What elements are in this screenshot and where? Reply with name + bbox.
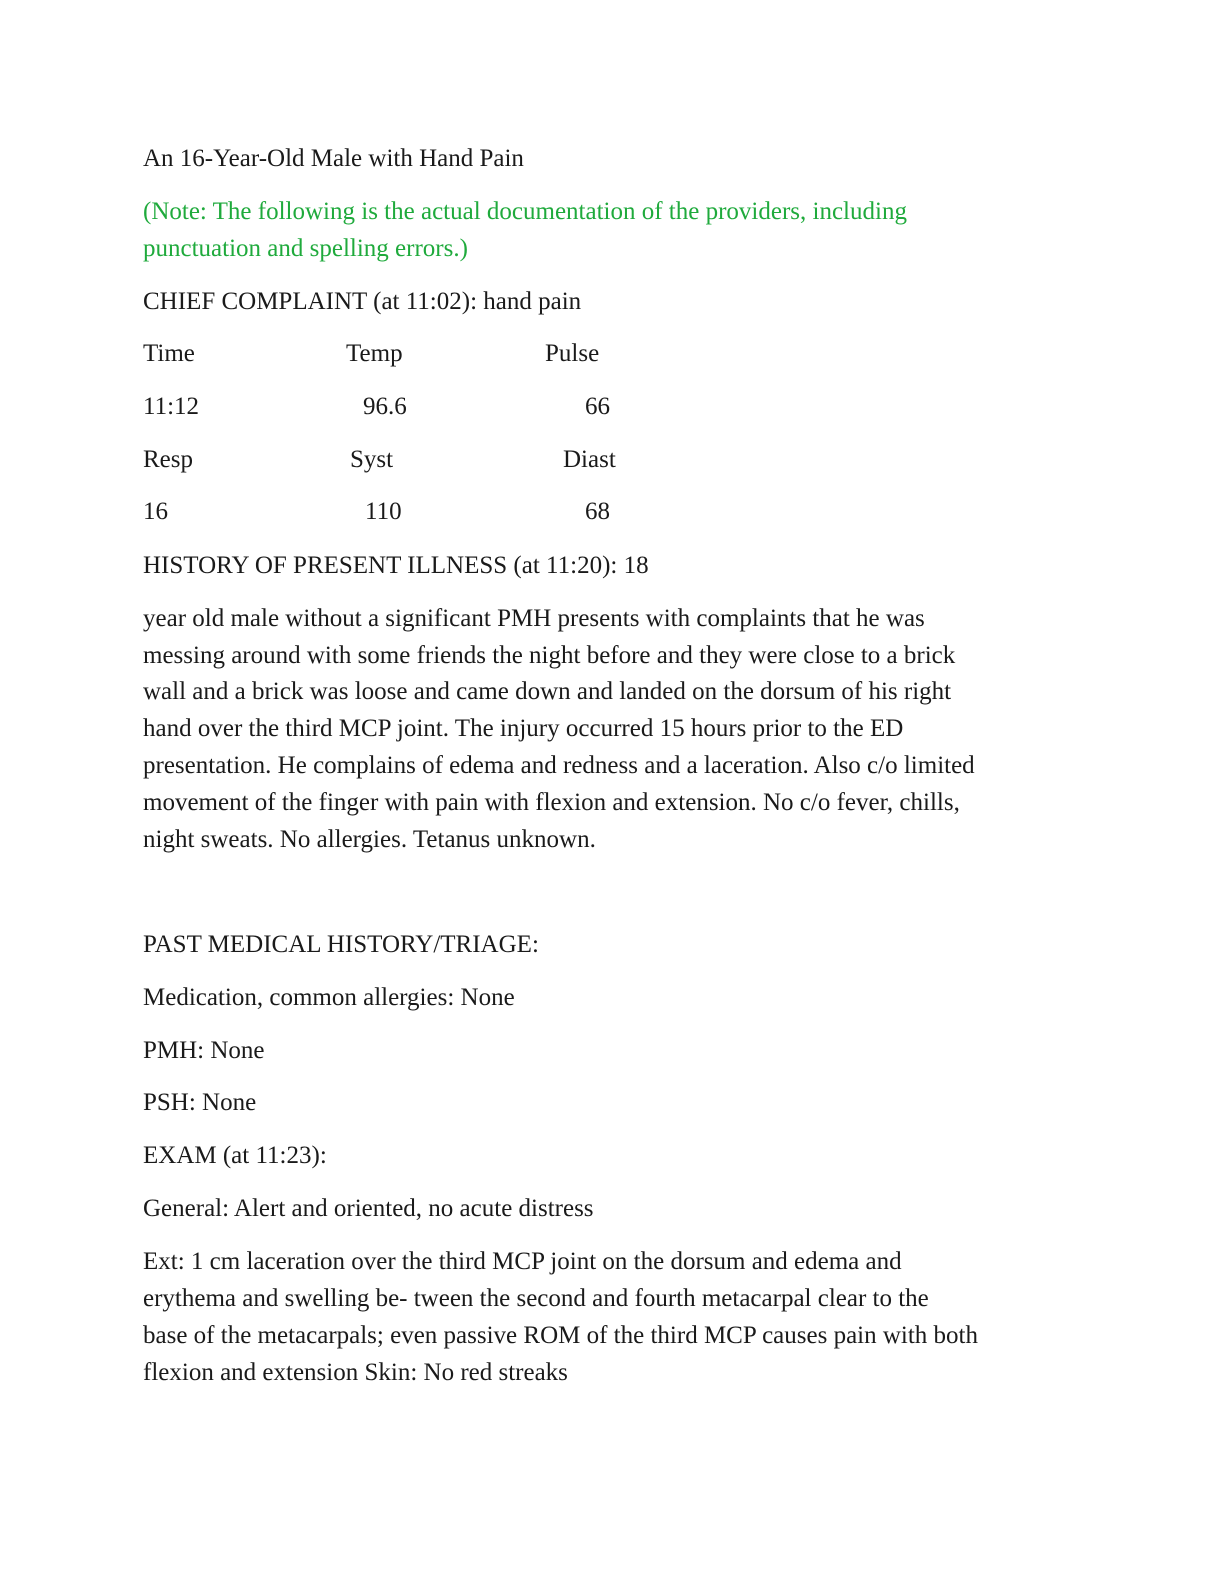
vitals-value-resp: 16 [143, 498, 168, 525]
ext-line: Ext: 1 cm laceration over the third MCP joint on the dorsum and edema and [143, 1248, 902, 1275]
hpi-line: hand over the third MCP joint. The injury occurred 15 hours prior to the ED [143, 715, 904, 742]
ext-line: base of the metacarpals; even passive ROM of the third MCP causes pain with both [143, 1322, 978, 1349]
note-line-1: (Note: The following is the actual documentation of the providers, including [143, 198, 907, 225]
hpi-line: presentation. He complains of edema and redness and a laceration. Also c/o limited [143, 752, 975, 779]
hpi-line: wall and a brick was loose and came down and landed on the dorsum of his right [143, 678, 952, 705]
hpi-line: year old male without a significant PMH presents with complaints that he was [143, 605, 925, 632]
note-line-2: punctuation and spelling errors.) [143, 235, 468, 262]
chief-complaint: CHIEF COMPLAINT (at 11:02): hand pain [143, 288, 582, 315]
exam-general: General: Alert and oriented, no acute distress [143, 1195, 594, 1222]
vitals-header-time: Time [143, 340, 195, 367]
vitals-value-diast: 68 [585, 498, 610, 525]
exam-heading: EXAM (at 11:23): [143, 1142, 327, 1169]
ext-line: flexion and extension Skin: No red streaks [143, 1359, 568, 1386]
vitals-value-pulse: 66 [585, 393, 610, 420]
vitals-header-diast: Diast [563, 446, 616, 473]
pmh: PMH: None [143, 1037, 265, 1064]
hpi-line: night sweats. No allergies. Tetanus unknown. [143, 826, 596, 853]
vitals-header-pulse: Pulse [545, 340, 600, 367]
hpi-line: movement of the finger with pain with flexion and extension. No c/o fever, chills, [143, 789, 960, 816]
hpi-heading: HISTORY OF PRESENT ILLNESS (at 11:20): 18 [143, 552, 649, 579]
vitals-header-resp: Resp [143, 446, 193, 473]
medication-allergies: Medication, common allergies: None [143, 984, 515, 1011]
vitals-header-temp: Temp [346, 340, 403, 367]
vitals-value-syst: 110 [365, 498, 402, 525]
document-title: An 16-Year-Old Male with Hand Pain [143, 145, 524, 172]
vitals-value-temp: 96.6 [363, 393, 407, 420]
hpi-line: messing around with some friends the night before and they were close to a brick [143, 642, 956, 669]
vitals-header-syst: Syst [350, 446, 394, 473]
vitals-value-time: 11:12 [143, 393, 200, 420]
ext-line: erythema and swelling be- tween the second and fourth metacarpal clear to the [143, 1285, 929, 1312]
pmh-heading: PAST MEDICAL HISTORY/TRIAGE: [143, 931, 539, 958]
psh: PSH: None [143, 1089, 257, 1116]
